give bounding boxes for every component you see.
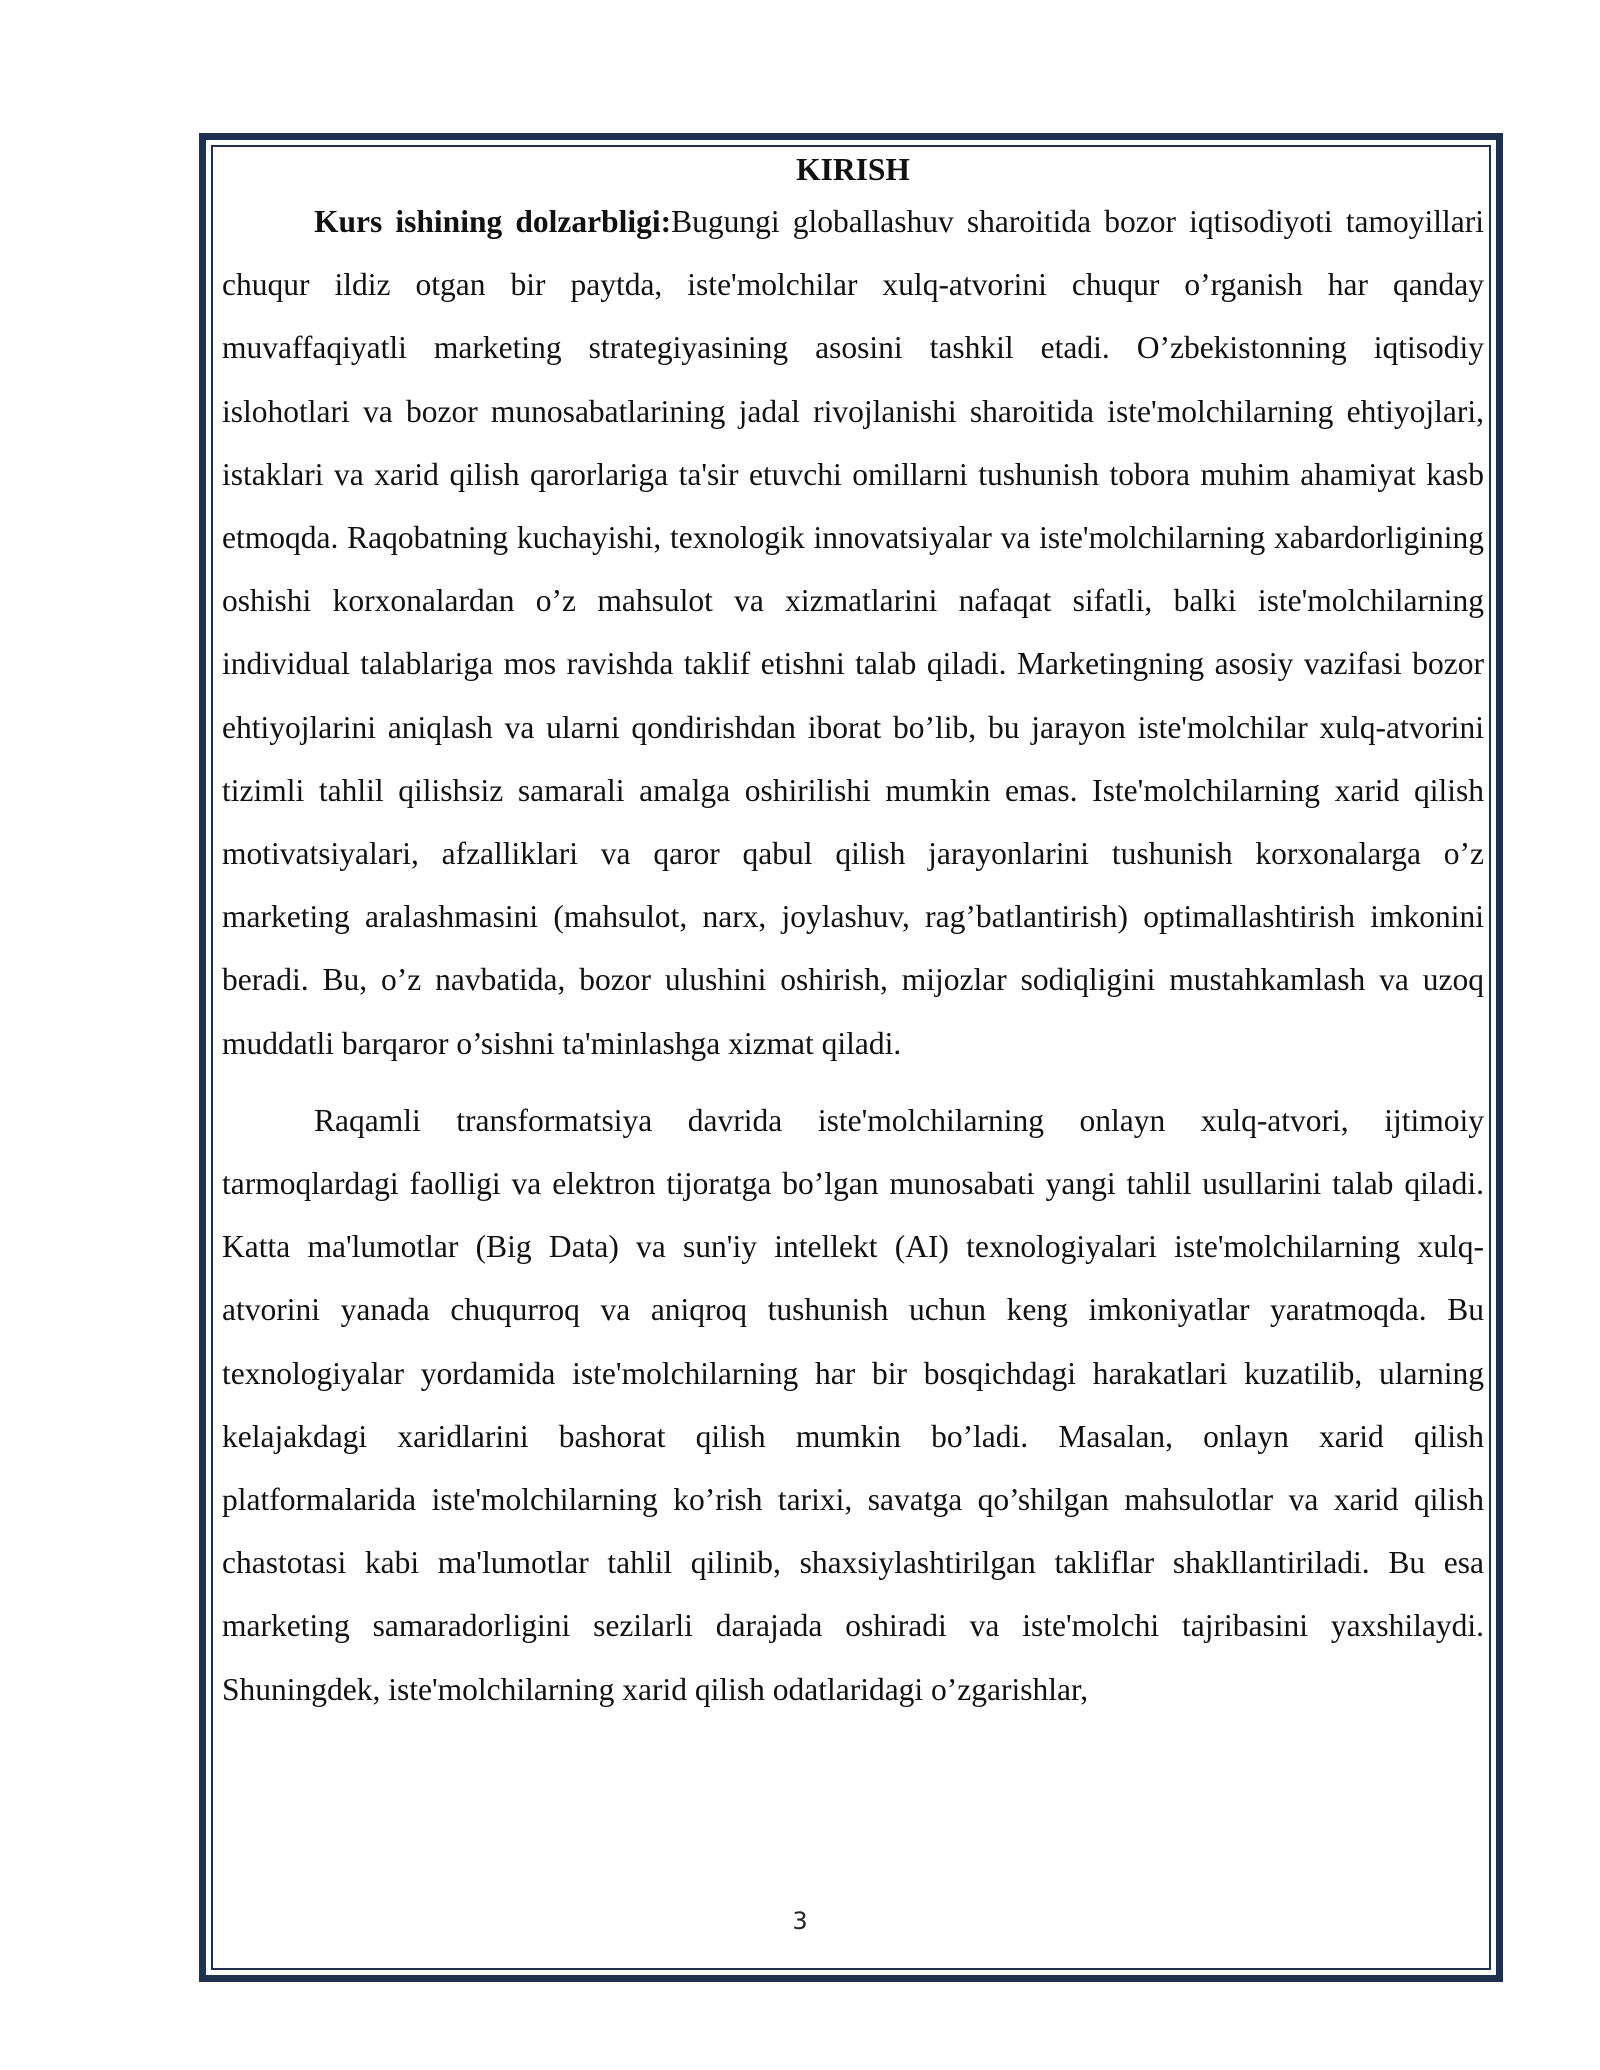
paragraph-1-text: Bugungi globallashuv sharoitida bozor iqtisodiyoti tamoyillari chuqur ildiz otgan bir paytda, iste'molchilar xulq-atvorini chuqur o’rganish har qanday muvaffaqiyatli marketing strategiyasining asosini tashkil etadi. O’zbekistonning iqtisodiy islohotlari va bozor munosabatlarining jadal rivojlanishi sharoitida iste'molchilarning ehtiyojlari, istaklari va xarid qilish qarorlariga ta'sir etuvchi omillarni tushunish tobora muhim ahamiyat kasb etmoqda. Raqobatning kuchayishi, texnologik innovatsiyalar va iste'molchilarning xabardorligining oshishi korxonalardan o’z mahsulot va xizmatlarini nafaqat sifatli, balki iste'molchilarning individual talablariga mos ravishda taklif etishni talab qiladi. Marketingning asosiy vazifasi bozor ehtiyojlarini aniqlash va ularni qondirishdan iborat bo’lib, bu jarayon iste'molchilar xulq-atvorini tizimli tahlil qilishsiz samarali amalga oshirilishi mumkin emas. Iste'molchilarning xarid qilish motivatsiyalari, afzalliklari va qaror qabul qilish jarayonlarini tushunish korxonalarga o’z marketing aralashmasini (mahsulot, narx, joylashuv, rag’batlantirish) optimallashtirish imkonini beradi. Bu, o’z navbatida, bozor ulushini oshirish, mijozlar sodiqligini mustahkamlash va uzoq muddatli barqaror o’sishni ta'minlashga xizmat qiladi. <box>222 204 1485 1061</box>
document-body <box>222 150 1484 1721</box>
paragraph-1-lead: Kurs ishining dolzarbligi: <box>314 204 672 239</box>
section-title: KIRISH <box>796 152 910 187</box>
paragraph-1 <box>222 190 1484 1075</box>
paragraph-2: Raqamli transformatsiya davrida iste'molchilarning onlayn xulq-atvori, ijtimoiy tarmoqlardagi faolligi va elektron tijoratga bo’lgan munosabati yangi tahlil usullarini talab qiladi. Katta ma'lumotlar (Big Data) va sun'iy intellekt (AI) texnologiyalari iste'molchilarning xulq-atvorini yanada chuqurroq va aniqroq tushunish uchun keng imkoniyatlar yaratmoqda. Bu texnologiyalar yordamida iste'molchilarning har bir bosqichdagi harakatlari kuzatilib, ularning kelajakdagi xaridlarini bashorat qilish mumkin bo’ladi. Masalan, onlayn xarid qilish platformalarida iste'molchilarning ko’rish tarixi, savatga qo’shilgan mahsulotlar va xarid qilish chastotasi kabi ma'lumotlar tahlil qilinib, shaxsiylashtirilgan takliflar shakllantiriladi. Bu esa marketing samaradorligini sezilarli darajada oshiradi va iste'molchi tajribasini yaxshilaydi. Shuningdek, iste'molchilarning xarid qilish odatlaridagi o’zgarishlar, <box>222 1102 1484 1707</box>
page-number: 3 <box>792 1907 808 1935</box>
